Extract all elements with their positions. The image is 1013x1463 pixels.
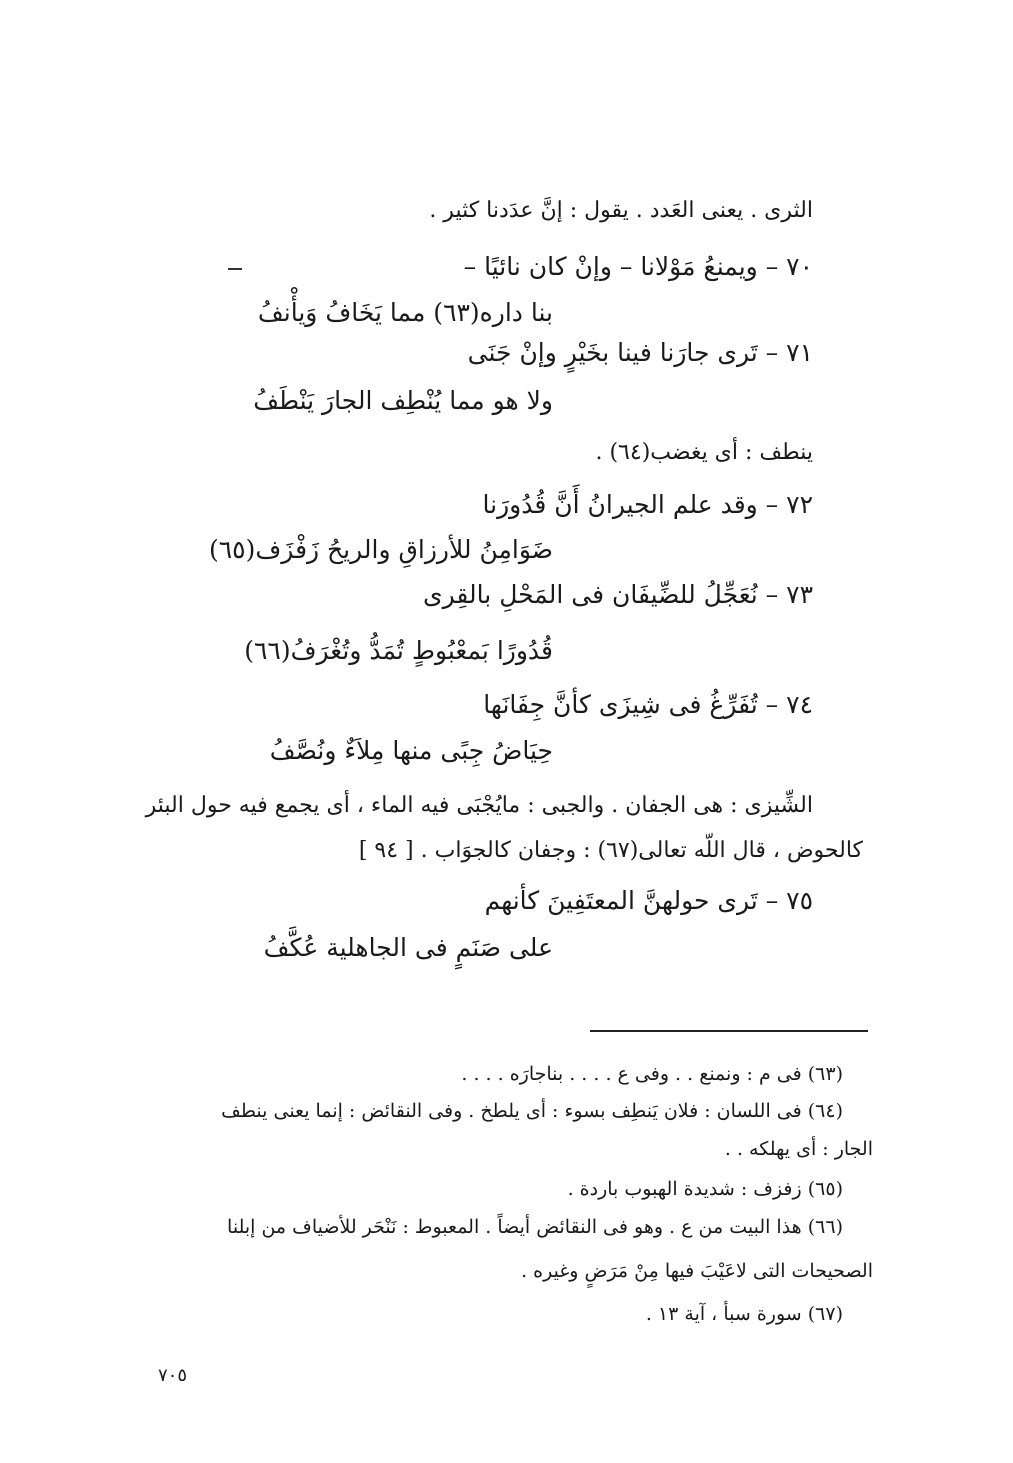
verse-73-first-hemistich: ٧٣ – نُعَجِّلُ للضِّيفَان فى المَحْلِ بالقِرى xyxy=(423,580,813,609)
footnote-63: (٦٣) فى م : ونمنع . . وفى ع . . . . بناجارَه . . . . xyxy=(461,1063,843,1085)
commentary-line: كالحوض ، قال اللّه تعالى(٦٧) : وجفان كالجوَاب . [ ٩٤ ] xyxy=(358,838,863,863)
stray-dash-mark xyxy=(228,268,242,270)
footnote-65: (٦٥) زفزف : شديدة الهبوب باردة . xyxy=(567,1178,843,1200)
footnote-67: (٦٧) سورة سبأ ، آية ١٣ . xyxy=(645,1303,843,1325)
footnote-64-continuation: الجار : أى يهلكه . . xyxy=(724,1138,873,1160)
verse-70-second-hemistich: بنا داره(٦٣) مما يَخَافُ وَيأْنفُ xyxy=(257,298,553,327)
footnote-64: (٦٤) فى اللسان : فلان يَنطِف بسوء : أى يلطخ . وفى النقائض : إنما يعنى ينطف xyxy=(221,1100,843,1122)
verse-71-first-hemistich: ٧١ – تَرى جارَنا فينا بخَيْرٍ وإنْ جَنَى xyxy=(467,338,813,367)
verse-74-first-hemistich: ٧٤ – تُفَرِّغُ فى شِيزَى كأنَّ جِفَانَها xyxy=(483,690,813,719)
verse-70-first-hemistich: ٧٠ – ويمنعُ مَوْلانا – وإنْ كان نائيًا – xyxy=(463,252,813,281)
verse-75-first-hemistich: ٧٥ – تَرى حولهنَّ المعتَفِينَ كأنهم xyxy=(484,886,813,915)
commentary-line: الشِّيزى : هى الجفان . والجبى : مايُجْبَى فيه الماء ، أى يجمع فيه حول البئر xyxy=(145,793,813,818)
footnote-66-continuation: الصحيحات التى لاعَيْبَ فيها مِنْ مَرَضٍ وغيره . xyxy=(521,1260,873,1282)
commentary-line: ينطف : أى يغضب(٦٤) . xyxy=(595,440,813,465)
verse-73-second-hemistich: قُدُورًا بَمعْبُوطٍ تُمَدُّ وتُغْرَفُ(٦٦) xyxy=(244,636,553,665)
verse-72-first-hemistich: ٧٢ – وقد علم الجيرانُ أَنَّ قُدُورَنا xyxy=(482,490,813,519)
footnote-separator xyxy=(590,1030,868,1032)
commentary-line: الثرى . يعنى العَدد . يقول : إنَّ عدَدنا كثير . xyxy=(429,198,813,223)
page-number: ٧٠٥ xyxy=(158,1365,188,1386)
verse-72-second-hemistich: ضَوَامِنُ للأرزاقِ والريحُ زَفْزَف(٦٥) xyxy=(208,535,553,564)
verse-74-second-hemistich: حِيَاضُ جِبًى منها مِلاَءٌ ونُصَّفُ xyxy=(269,736,553,765)
verse-75-second-hemistich: على صَنَمٍ فى الجاهلية عُكَّفُ xyxy=(263,933,553,962)
verse-71-second-hemistich: ولا هو مما يُنْطِف الجارَ يَنْطَفُ xyxy=(253,386,553,415)
footnote-66: (٦٦) هذا البيت من ع . وهو فى النقائض أيضاً . المعبوط : نَنْحَر للأضياف من إبلنا xyxy=(227,1216,843,1238)
